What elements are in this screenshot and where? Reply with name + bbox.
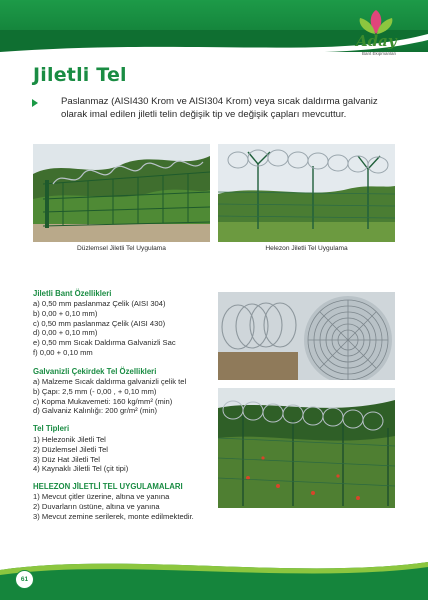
list-item: d) Galvaniz Kalınlığı: 200 gr/m² (min) — [33, 406, 158, 416]
section-title-applications: HELEZON JİLETLİ TEL UYGULAMALARI — [33, 482, 183, 491]
list-item: 2) Duvarların üstüne, altına ve yanına — [33, 501, 160, 511]
section-title-core: Galvanizli Çekirdek Tel Özellikleri — [33, 367, 157, 376]
page-title: Jiletli Tel — [33, 64, 127, 86]
list-item: 4) Kaynaklı Jiletli Tel (çit tipi) — [33, 464, 129, 474]
list-item: b) Çapı: 2,5 mm (- 0,00 , + 0,10 mm) — [33, 386, 157, 396]
section-title-band: Jiletli Bant Özellikleri — [33, 289, 112, 298]
photo-helical-razor-wire — [218, 144, 395, 242]
core-properties-list — [33, 377, 186, 416]
list-item: 1) Mevcut çitler üzerine, altına ve yanına — [33, 492, 170, 501]
photo-fence-with-razor-wire — [218, 388, 395, 508]
list-item: c) 0,50 mm paslanmaz Çelik (AISI 430) — [33, 318, 166, 328]
list-item: a) 0,50 mm paslanmaz Çelik (AISI 304) — [33, 299, 166, 308]
section-title-types: Tel Tipleri — [33, 424, 70, 433]
brand-name: Aday — [356, 32, 397, 50]
list-item: e) 0,50 mm Sıcak Daldırma Galvanizli Sac — [33, 338, 176, 348]
list-item: d) 0,00 + 0,10 mm) — [33, 328, 98, 338]
list-item: 3) Düz Hat Jiletli Tel — [33, 454, 100, 464]
list-item: 1) Helezonik Jiletli Tel — [33, 435, 106, 444]
bullet-arrow-icon — [32, 99, 38, 107]
wire-types-list — [33, 435, 128, 474]
applications-list — [33, 492, 194, 521]
list-item: a) Malzeme Sıcak daldırma galvanizli çelik tel — [33, 377, 187, 386]
photo-planar-razor-wire — [33, 144, 210, 242]
list-item: 2) Düzlemsel Jiletli Tel — [33, 444, 108, 454]
brand-subtitle: Bant Ekipmanları — [362, 51, 397, 56]
brand-logo — [342, 10, 410, 60]
list-item: c) Kopma Mukavemeti: 160 kg/mm² (min) — [33, 396, 173, 406]
list-item: 3) Mevcut zemine serilerek, monte edilmektedir. — [33, 511, 194, 521]
photo-caption-helical: Helezon Jiletli Tel Uygulama — [265, 245, 348, 252]
photo-razor-wire-coils — [218, 292, 395, 380]
photo-caption-planar: Düzlemsel Jiletli Tel Uygulama — [77, 245, 166, 252]
list-item: f) 0,00 + 0,10 mm — [33, 347, 93, 357]
list-item: b) 0,00 + 0,10 mm) — [33, 308, 98, 318]
intro-text: Paslanmaz (AISI430 Krom ve AISI304 Krom) veya sıcak daldırma galvaniz olarak imal edilen jiletli telin değişik tip ve değişik çapları mevcuttur. — [61, 96, 378, 120]
band-properties-list — [33, 299, 176, 358]
page-number: 61 — [15, 570, 34, 589]
footer-wave — [0, 550, 428, 600]
